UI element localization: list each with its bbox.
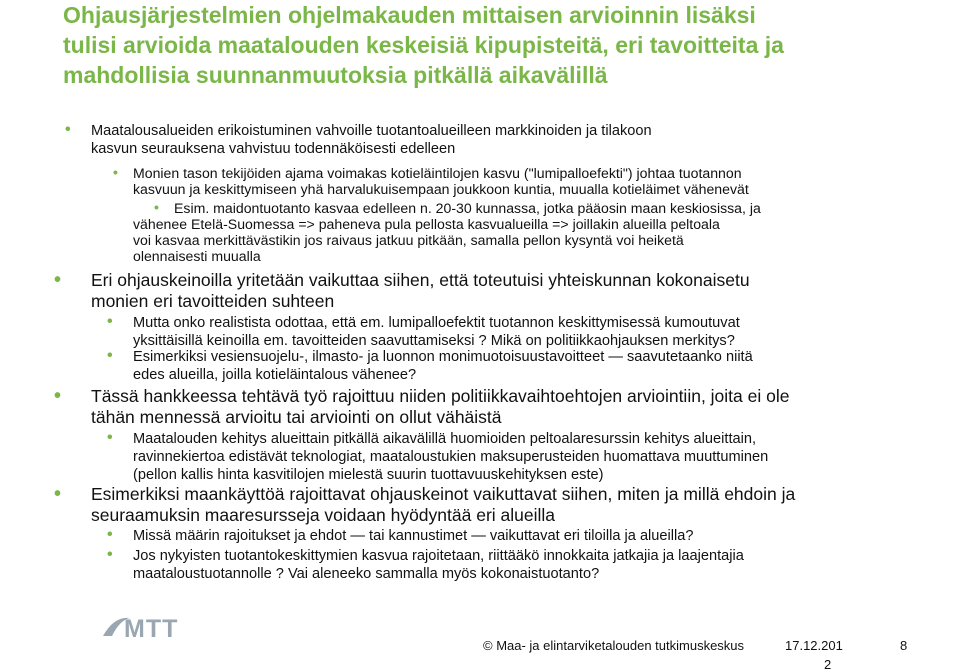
bullet-item: • Monien tason tekijöiden ajama voimakas kotieläintilojen kasvu ("lumipalloefekti") johtaa tuotannon kasvuun ja keskittymiseen yhä harvalukuisempaan joukkoon kuntia, muualla kotieläimet vähenevät bbox=[113, 164, 749, 197]
logo-text: MTT bbox=[124, 615, 179, 642]
title-line: Ohjausjärjestelmien ohjelmakauden mittaisen arvioinnin lisäksi bbox=[63, 2, 756, 28]
bullet-icon: • bbox=[107, 429, 113, 446]
bullet-item: • Eri ohjauskeinoilla yritetään vaikuttaa siihen, että toteutuisi yhteiskunnan kokonaisetu monien eri tavoitteiden suhteen bbox=[54, 269, 750, 311]
bullet-icon: • bbox=[113, 164, 118, 180]
bullet-item: • Esimerkiksi vesiensuojelu-, ilmasto- ja luonnon monimuotoisuustavoitteet — saavutetaanko niitä edes alueilla, joilla kotieläintalous vähenee? bbox=[107, 347, 753, 383]
bullet-item: • Esim. maidontuotanto kasvaa edelleen n. 20-30 kunnassa, jotka pääosin maan keskiosissa, ja bbox=[154, 199, 761, 216]
bullet-item: • Tässä hankkeessa tehtävä työ rajoittuu niiden politiikkavaihtoehtojen arviointiin, joita ei ole tähän mennessä arvioitu tai arviointi on ollut vähäistä bbox=[54, 385, 790, 427]
bullet-item: • Mutta onko realistista odottaa, että em. lumipalloefektit tuotannon keskittymisessä kumoutuvat yksittäisillä keinoilla em. tavoitteiden saavuttamiseksi ? Mikä on politiikkaohjauksen merkitys? bbox=[107, 313, 740, 349]
footer-organization: © Maa- ja elintarviketalouden tutkimuskeskus bbox=[483, 638, 745, 653]
bullet-icon: • bbox=[107, 347, 113, 364]
footer bbox=[483, 638, 943, 672]
bullet-icon: • bbox=[54, 385, 62, 407]
bullet-continuation: vähenee Etelä-Suomessa => paheneva pula pellosta kasvualueilla => joillakin alueilla peltoala voi kasvaa merkittävästikin jos raivaus jatkuu pitkään, samalla pellon kysyntä voi heiketä olennaisesti muualla bbox=[133, 216, 720, 264]
footer-date-tail: 2 bbox=[824, 657, 832, 672]
bullet-item: • Missä määrin rajoitukset ja ehdot — tai kannustimet — vaikuttavat eri tiloilla ja alueilla? bbox=[107, 526, 694, 544]
bullet-icon: • bbox=[54, 269, 62, 291]
bullet-item: • Maatalouden kehitys alueittain pitkällä aikavälillä huomioiden peltoalaresurssin kehitys alueittain, ravinnekiertoa edistävät teknologiat, maataloustukien maksuperusteiden huomattava muuttuminen (pellon kallis hinta kasvitilojen mielestä suurin tuottavuuskehityksen este) bbox=[107, 429, 769, 483]
bullet-item: • Esimerkiksi maankäyttöä rajoittavat ohjauskeinot vaikuttavat siihen, miten ja millä ehdoin ja seuraamuksin maaresursseja voidaan hyödyntää eri alueilla bbox=[54, 483, 796, 525]
mtt-logo bbox=[100, 610, 192, 642]
footer-date: 17.12.201 bbox=[785, 638, 843, 653]
page-number: 8 bbox=[900, 638, 908, 653]
bullet-icon: • bbox=[107, 313, 113, 330]
title-line: tulisi arvioida maatalouden keskeisiä kipupisteitä, eri tavoitteita ja bbox=[63, 32, 784, 58]
bullet-icon: • bbox=[65, 121, 71, 138]
bullet-item: • Maatalousalueiden erikoistuminen vahvoille tuotantoalueilleen markkinoiden ja tilakoon kasvun seurauksena vahvistuu todennäköisesti edelleen bbox=[65, 121, 652, 157]
bullet-icon: • bbox=[107, 546, 113, 563]
bullet-item: • Jos nykyisten tuotantokeskittymien kasvua rajoitetaan, riittääkö innokkaita jatkajia ja laajentajia maataloustuotannolle ? Vai aleneeko sammalla myös kokonaistuotanto? bbox=[107, 546, 744, 582]
bullet-icon: • bbox=[154, 199, 159, 215]
bullet-icon: • bbox=[107, 526, 113, 543]
title-line: mahdollisia suunnanmuutoksia pitkällä aikavälillä bbox=[63, 62, 608, 88]
bullet-icon: • bbox=[54, 483, 62, 505]
